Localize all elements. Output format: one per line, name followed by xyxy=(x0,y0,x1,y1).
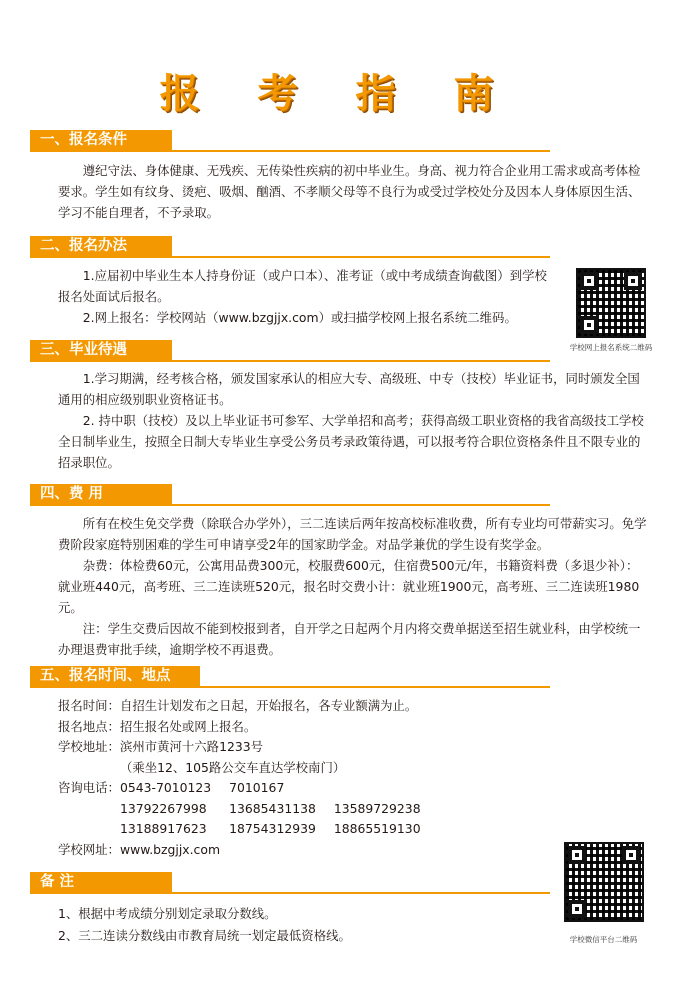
section-requirements xyxy=(30,130,550,152)
section-fees xyxy=(30,484,550,506)
section-heading xyxy=(30,666,550,688)
fees-note: 注：学生交费后因故不能到校报到者，自开学之日起两个月内将交费单据送至招生就业科，由学校统一办理退费审批手续，逾期学校不再退费。 xyxy=(58,621,641,657)
section-heading xyxy=(30,236,550,258)
qr-code-icon xyxy=(576,268,646,338)
section-heading xyxy=(30,340,550,362)
section-divider xyxy=(30,150,550,152)
benefits-text-1: 1.学习期满，经考核合格，颁发国家承认的相应大专、高级班、中专（技校）毕业证书，同时颁发全国通用的相应级别职业资格证书。 xyxy=(58,371,640,407)
website-label: 学校网址： xyxy=(58,841,120,857)
phone-list xyxy=(120,778,439,840)
section-divider xyxy=(30,892,550,894)
phone-number[interactable]: 13188917623 xyxy=(119,821,207,836)
place-label: 报名地点： xyxy=(58,718,120,734)
section-graduate-benefits xyxy=(30,340,550,362)
qr-code-icon xyxy=(564,842,644,922)
requirements-text: 遵纪守法、身体健康、无残疾、无传染性疾病的初中毕业生。身高、视力符合企业用工需求或高考体检要求。学生如有纹身、烫疤、吸烟、酗酒、不孝顺父母等不良行为或受过学校处分及因本人身体原因生活、学习不能自理者，不予录取。 xyxy=(58,163,641,220)
time-value: 自招生计划发布之日起，开始报名，各专业额满为止。 xyxy=(119,698,418,713)
section-divider xyxy=(30,504,550,506)
section-remarks xyxy=(30,872,550,894)
section-heading-label: 备 注 xyxy=(30,872,172,892)
remark-1: 1、根据中考成绩分别划定录取分数线。 xyxy=(58,906,277,921)
fees-text-2: 杂费：体检费60元，公寓用品费300元，校服费600元，住宿费500元/年，书籍资料费（多退少补）：就业班440元，高考班、三二连读班520元，报名时交费小计：就业班1900元，高考班、三二连读班1980元。 xyxy=(58,558,640,615)
phone-label: 咨询电话： xyxy=(58,780,120,795)
phone-number[interactable]: 13792267998 xyxy=(119,800,207,816)
phone-number[interactable] xyxy=(334,778,439,799)
section-heading-label: 四、费 用 xyxy=(30,484,172,504)
phone-number[interactable]: 13685431138 xyxy=(229,800,316,816)
section-heading-label: 一、报名条件 xyxy=(30,130,172,150)
wechat-platform-qr[interactable] xyxy=(556,842,651,945)
contact-info xyxy=(34,696,439,860)
time-label: 报名时间： xyxy=(58,698,120,713)
qr-caption: 学校网上报名系统二维码 xyxy=(569,343,653,352)
address-note: （乘坐12、105路公交车直达学校南门） xyxy=(119,759,346,775)
section-heading-label: 五、报名时间、地点 xyxy=(30,666,200,686)
phone-number[interactable]: 7010167 xyxy=(229,780,285,795)
apply-step-2: 2.网上报名：学校网站（www.bzgjjx.com）或扫描学校网上报名系统二维码。 xyxy=(82,310,517,325)
section-heading xyxy=(30,130,550,152)
section-divider xyxy=(30,360,550,362)
phone-number[interactable]: 18754312939 xyxy=(229,821,316,836)
qr-caption: 学校微信平台二维码 xyxy=(569,935,638,944)
address-label: 学校地址： xyxy=(58,739,120,754)
phone-number[interactable]: 13589729238 xyxy=(333,800,421,816)
section-divider xyxy=(30,686,550,688)
section-divider xyxy=(30,256,550,258)
section-heading-label: 三、毕业待遇 xyxy=(30,340,172,360)
section-heading xyxy=(30,872,550,894)
apply-step-1: 1.应届初中毕业生本人持身份证（或户口本）、准考证（或中考成绩查询截图）到学校报名处面试后报名。 xyxy=(58,268,547,304)
address-value: 滨州市黄河十六路1233号 xyxy=(119,739,264,754)
remark-2: 2、三二连读分数线由市教育局统一划定最低资格线。 xyxy=(58,928,351,943)
section-heading xyxy=(30,484,550,506)
section-how-to-apply xyxy=(30,236,550,258)
benefits-text-2: 2. 持中职（技校）及以上毕业证书可参军、大学单招和高考；获得高级工职业资格的我省高级技工学校全日制毕业生，按照全日制大专毕业生享受公务员考录政策待遇，可以报考符合职位资格条件且不限专业的招录职位。 xyxy=(58,413,644,470)
page-title: 报 考 指 南 xyxy=(159,71,516,117)
place-value: 招生报名处或网上报名。 xyxy=(119,718,257,734)
section-heading-label: 二、报名办法 xyxy=(30,236,172,256)
online-registration-qr[interactable] xyxy=(566,268,656,353)
fees-text-1: 所有在校生免交学费（除联合办学外），三二连读后两年按高校标准收费，所有专业均可带薪实习。免学费阶段家庭特别困难的学生可申请享受2年的国家助学金。对品学兼优的学生设有奖学金。 xyxy=(58,516,647,552)
phone-number[interactable]: 18865519130 xyxy=(333,821,421,836)
section-time-place xyxy=(30,666,550,688)
website-link[interactable]: www.bzgjjx.com xyxy=(119,841,221,857)
phone-number[interactable]: 0543-7010123 xyxy=(119,780,212,795)
